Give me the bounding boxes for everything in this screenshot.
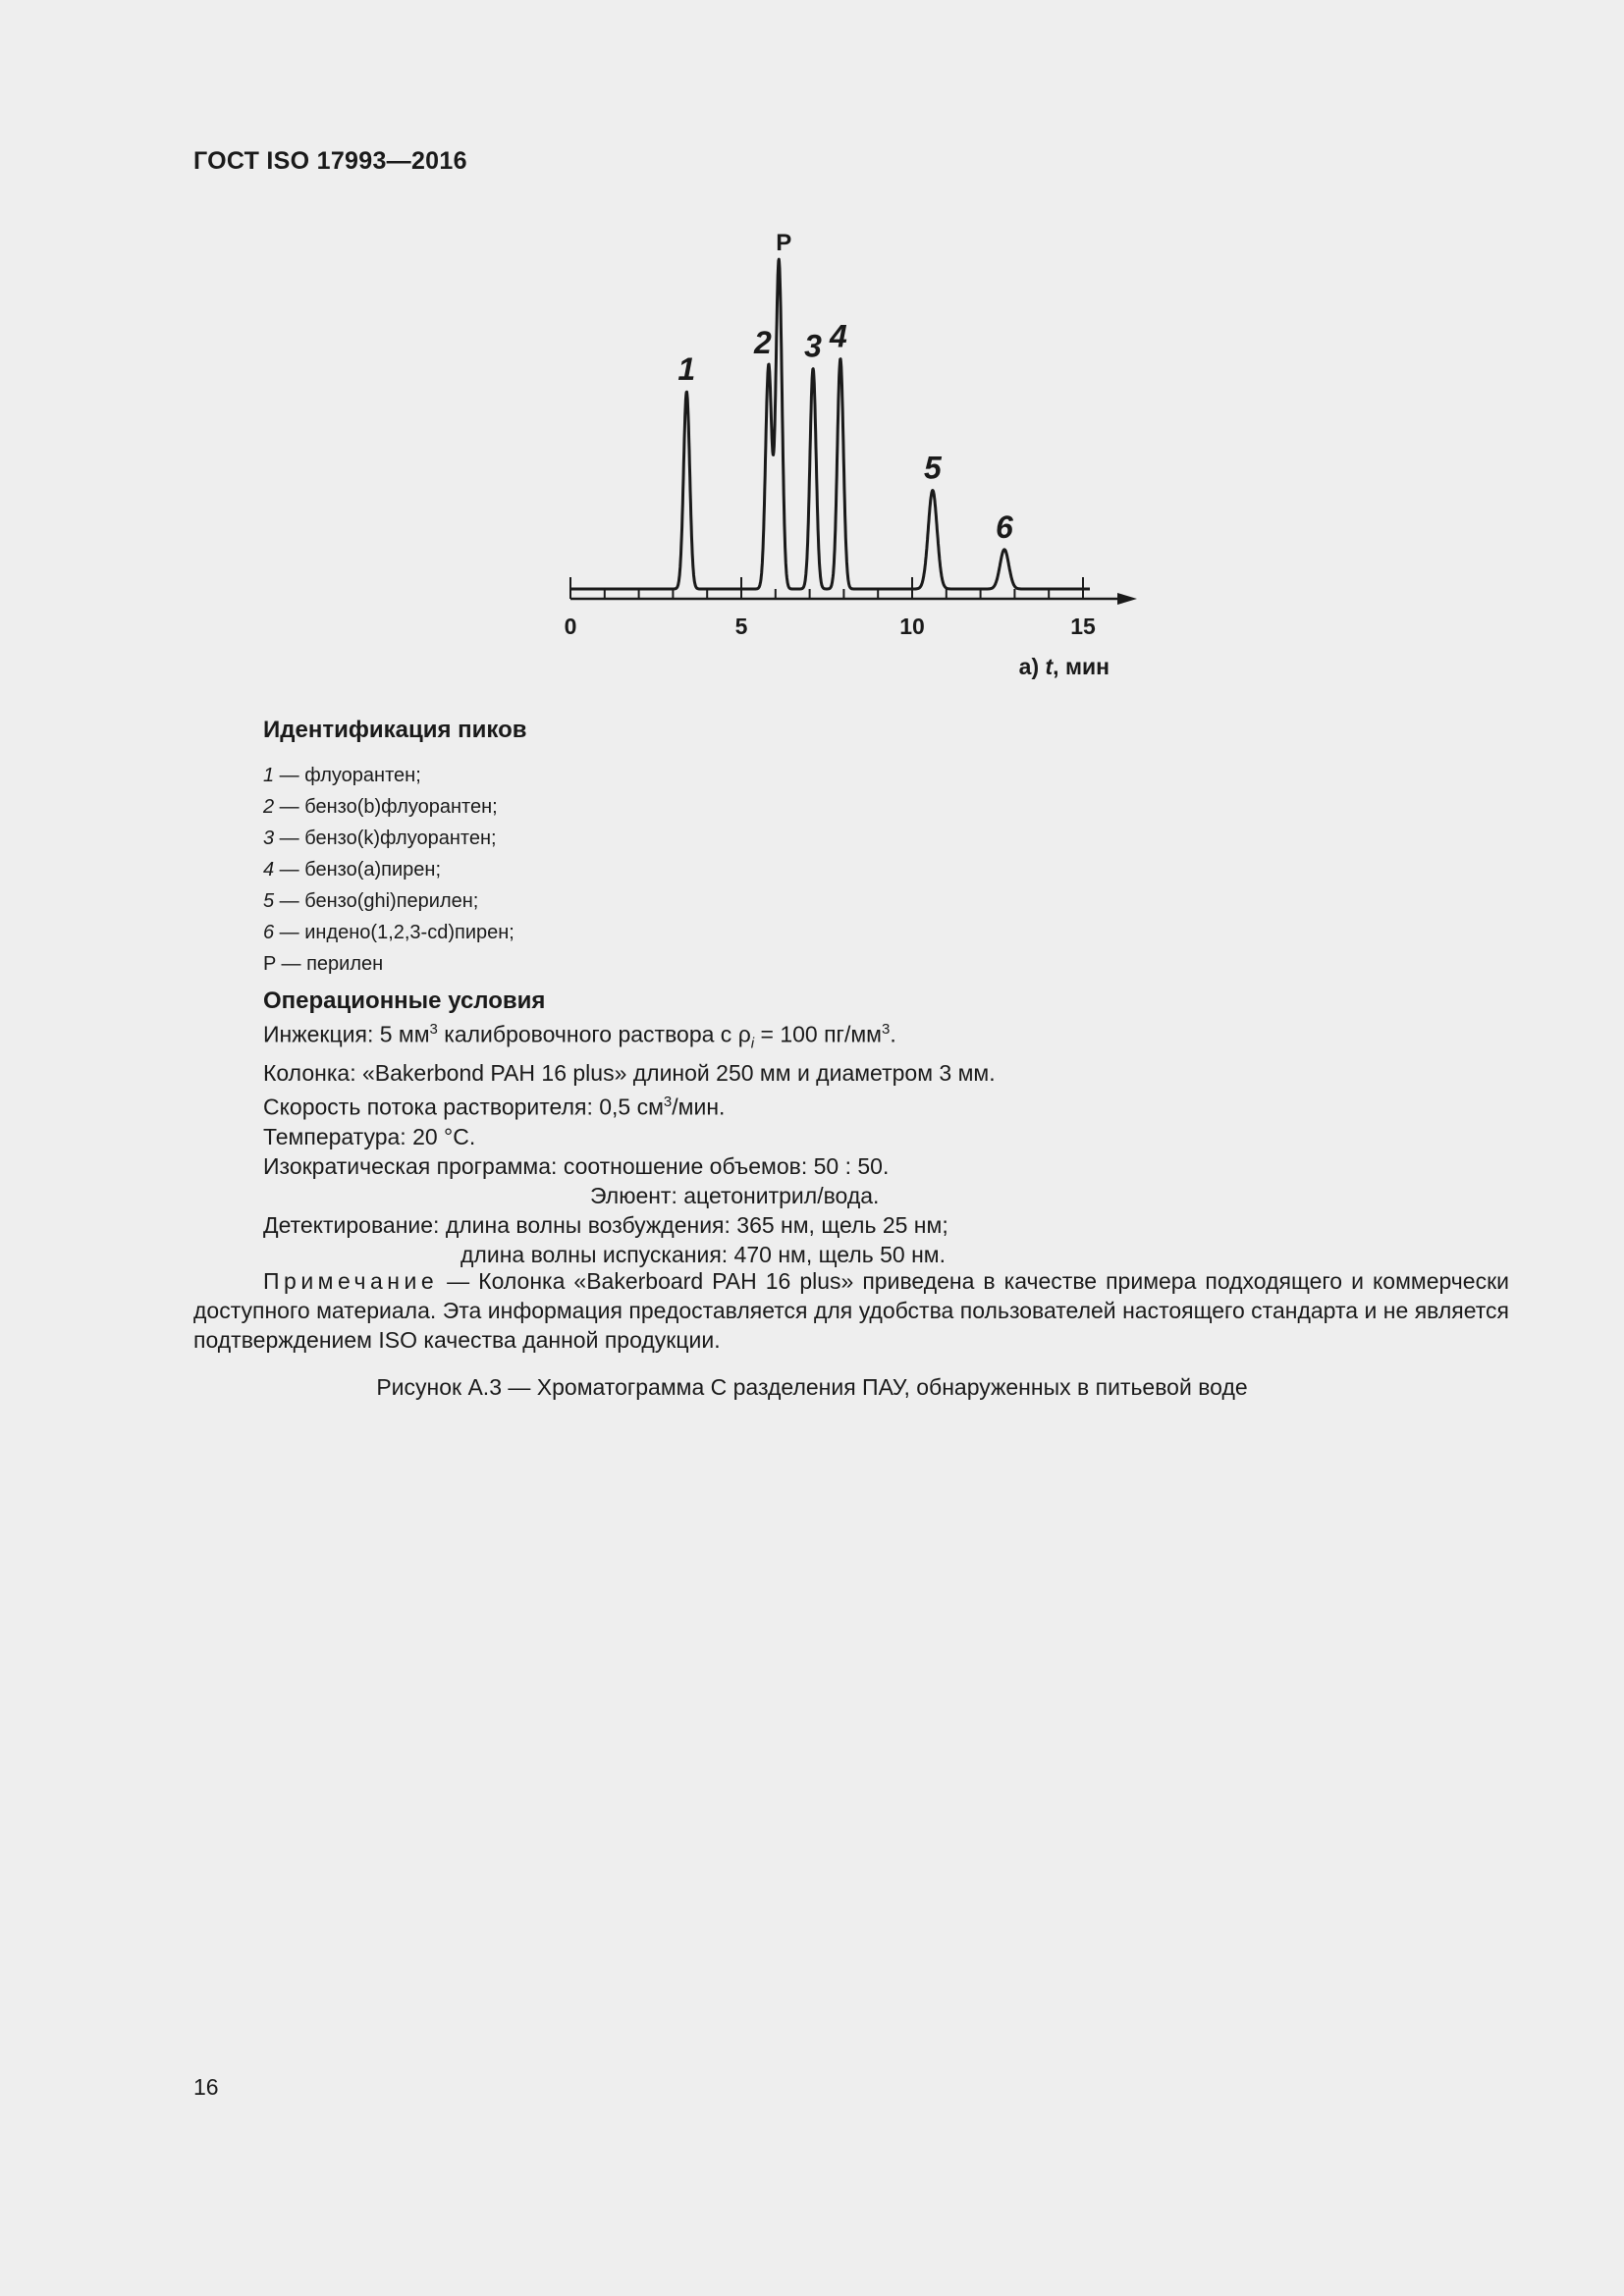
legend-item-text: — бензо(k)флуорантен; — [274, 828, 497, 849]
figure-caption: Рисунок А.3 — Хроматограмма С разделения ПАУ, обнаруженных в питьевой воде — [376, 1374, 1248, 1400]
legend-item-number: 4 — [263, 859, 275, 881]
legend-item — [263, 791, 514, 823]
x-tick-label: 0 — [564, 614, 577, 639]
x-tick-label: 10 — [899, 614, 925, 639]
peak-label: 5 — [923, 450, 942, 486]
peak-label: 3 — [804, 328, 822, 364]
document-header: ГОСТ ISO 17993—2016 — [193, 147, 467, 175]
x-tick-label: 15 — [1070, 614, 1096, 639]
page-number: 16 — [193, 2074, 219, 2100]
note-label: Примечание — [263, 1268, 439, 1294]
legend-item-text: — бензо(ghi)перилен; — [274, 890, 479, 912]
x-tick-labels — [565, 614, 1096, 639]
peak-label: P — [776, 230, 792, 256]
x-tick-label: 5 — [734, 614, 748, 639]
legend-item-number: 1 — [263, 765, 275, 786]
legend-item — [263, 854, 514, 885]
peak-legend — [263, 760, 514, 980]
x-axis-label: а) t, мин — [1018, 654, 1110, 679]
legend-item — [263, 917, 514, 948]
peak-label: 6 — [996, 508, 1013, 545]
legend-item-text: — бензо(b)флуорантен; — [274, 796, 498, 818]
peaks-title: Идентификация пиков — [263, 717, 527, 743]
peak-label: 1 — [677, 351, 696, 387]
note-text: — Колонка «Bakerboard PAH 16 plus» приведена в качестве примера подходящего и коммерчески доступного материала. Эта информация предоставляется для удобства пользователей настоящего стандарта и не является подтверждением ISO качества данной продукции. — [193, 1268, 1509, 1353]
legend-item-text: — перилен — [275, 953, 384, 975]
legend-item-number: 3 — [263, 828, 275, 849]
conditions-title: Операционные условия — [263, 988, 546, 1014]
legend-item-text: — бензо(a)пирен; — [274, 859, 441, 881]
peak-label: 2 — [753, 325, 772, 361]
condition-flow: Скорость потока растворителя: 0,5 $см^3$/мин. — [263, 1094, 726, 1120]
condition-detection-2: длина волны испускания: 470 нм, щель 50 нм. — [460, 1241, 946, 1267]
condition-temperature: Температура: 20 °С. — [263, 1123, 476, 1149]
legend-item-number: 6 — [263, 922, 275, 943]
legend-item-number: 5 — [263, 890, 275, 912]
legend-item — [263, 760, 514, 791]
condition-eluent: Элюент: ацетонитрил/вода. — [590, 1182, 880, 1208]
operating-conditions — [263, 1015, 996, 1269]
legend-item-text: — индено(1,2,3-cd)пирен; — [274, 922, 514, 943]
legend-item — [263, 948, 514, 980]
legend-item — [263, 823, 514, 854]
condition-isocratic: Изократическая программа: соотношение объемов: 50 : 50. — [263, 1152, 890, 1179]
note — [193, 1266, 1509, 1355]
legend-item-text: — флуорантен; — [274, 765, 421, 786]
legend-item-number: P — [263, 953, 276, 975]
condition-injection: Инжекция: 5 $мм^3$ калибровочного раствора с $\rho_i = 100$ $пг/мм^3$. — [263, 1021, 896, 1052]
x-axis — [570, 593, 1137, 605]
condition-detection-1: Детектирование: длина волны возбуждения: 365 нм, щель 25 нм; — [263, 1211, 948, 1238]
x-axis-arrow — [1117, 593, 1137, 605]
legend-item-number: 2 — [263, 796, 275, 818]
chromatogram-chart — [550, 221, 1159, 692]
peak-label: 4 — [830, 318, 847, 354]
condition-column: Колонка: «Bakerbond PAH 16 plus» длиной 250 мм и диаметром 3 мм. — [263, 1060, 996, 1087]
legend-item — [263, 885, 514, 917]
